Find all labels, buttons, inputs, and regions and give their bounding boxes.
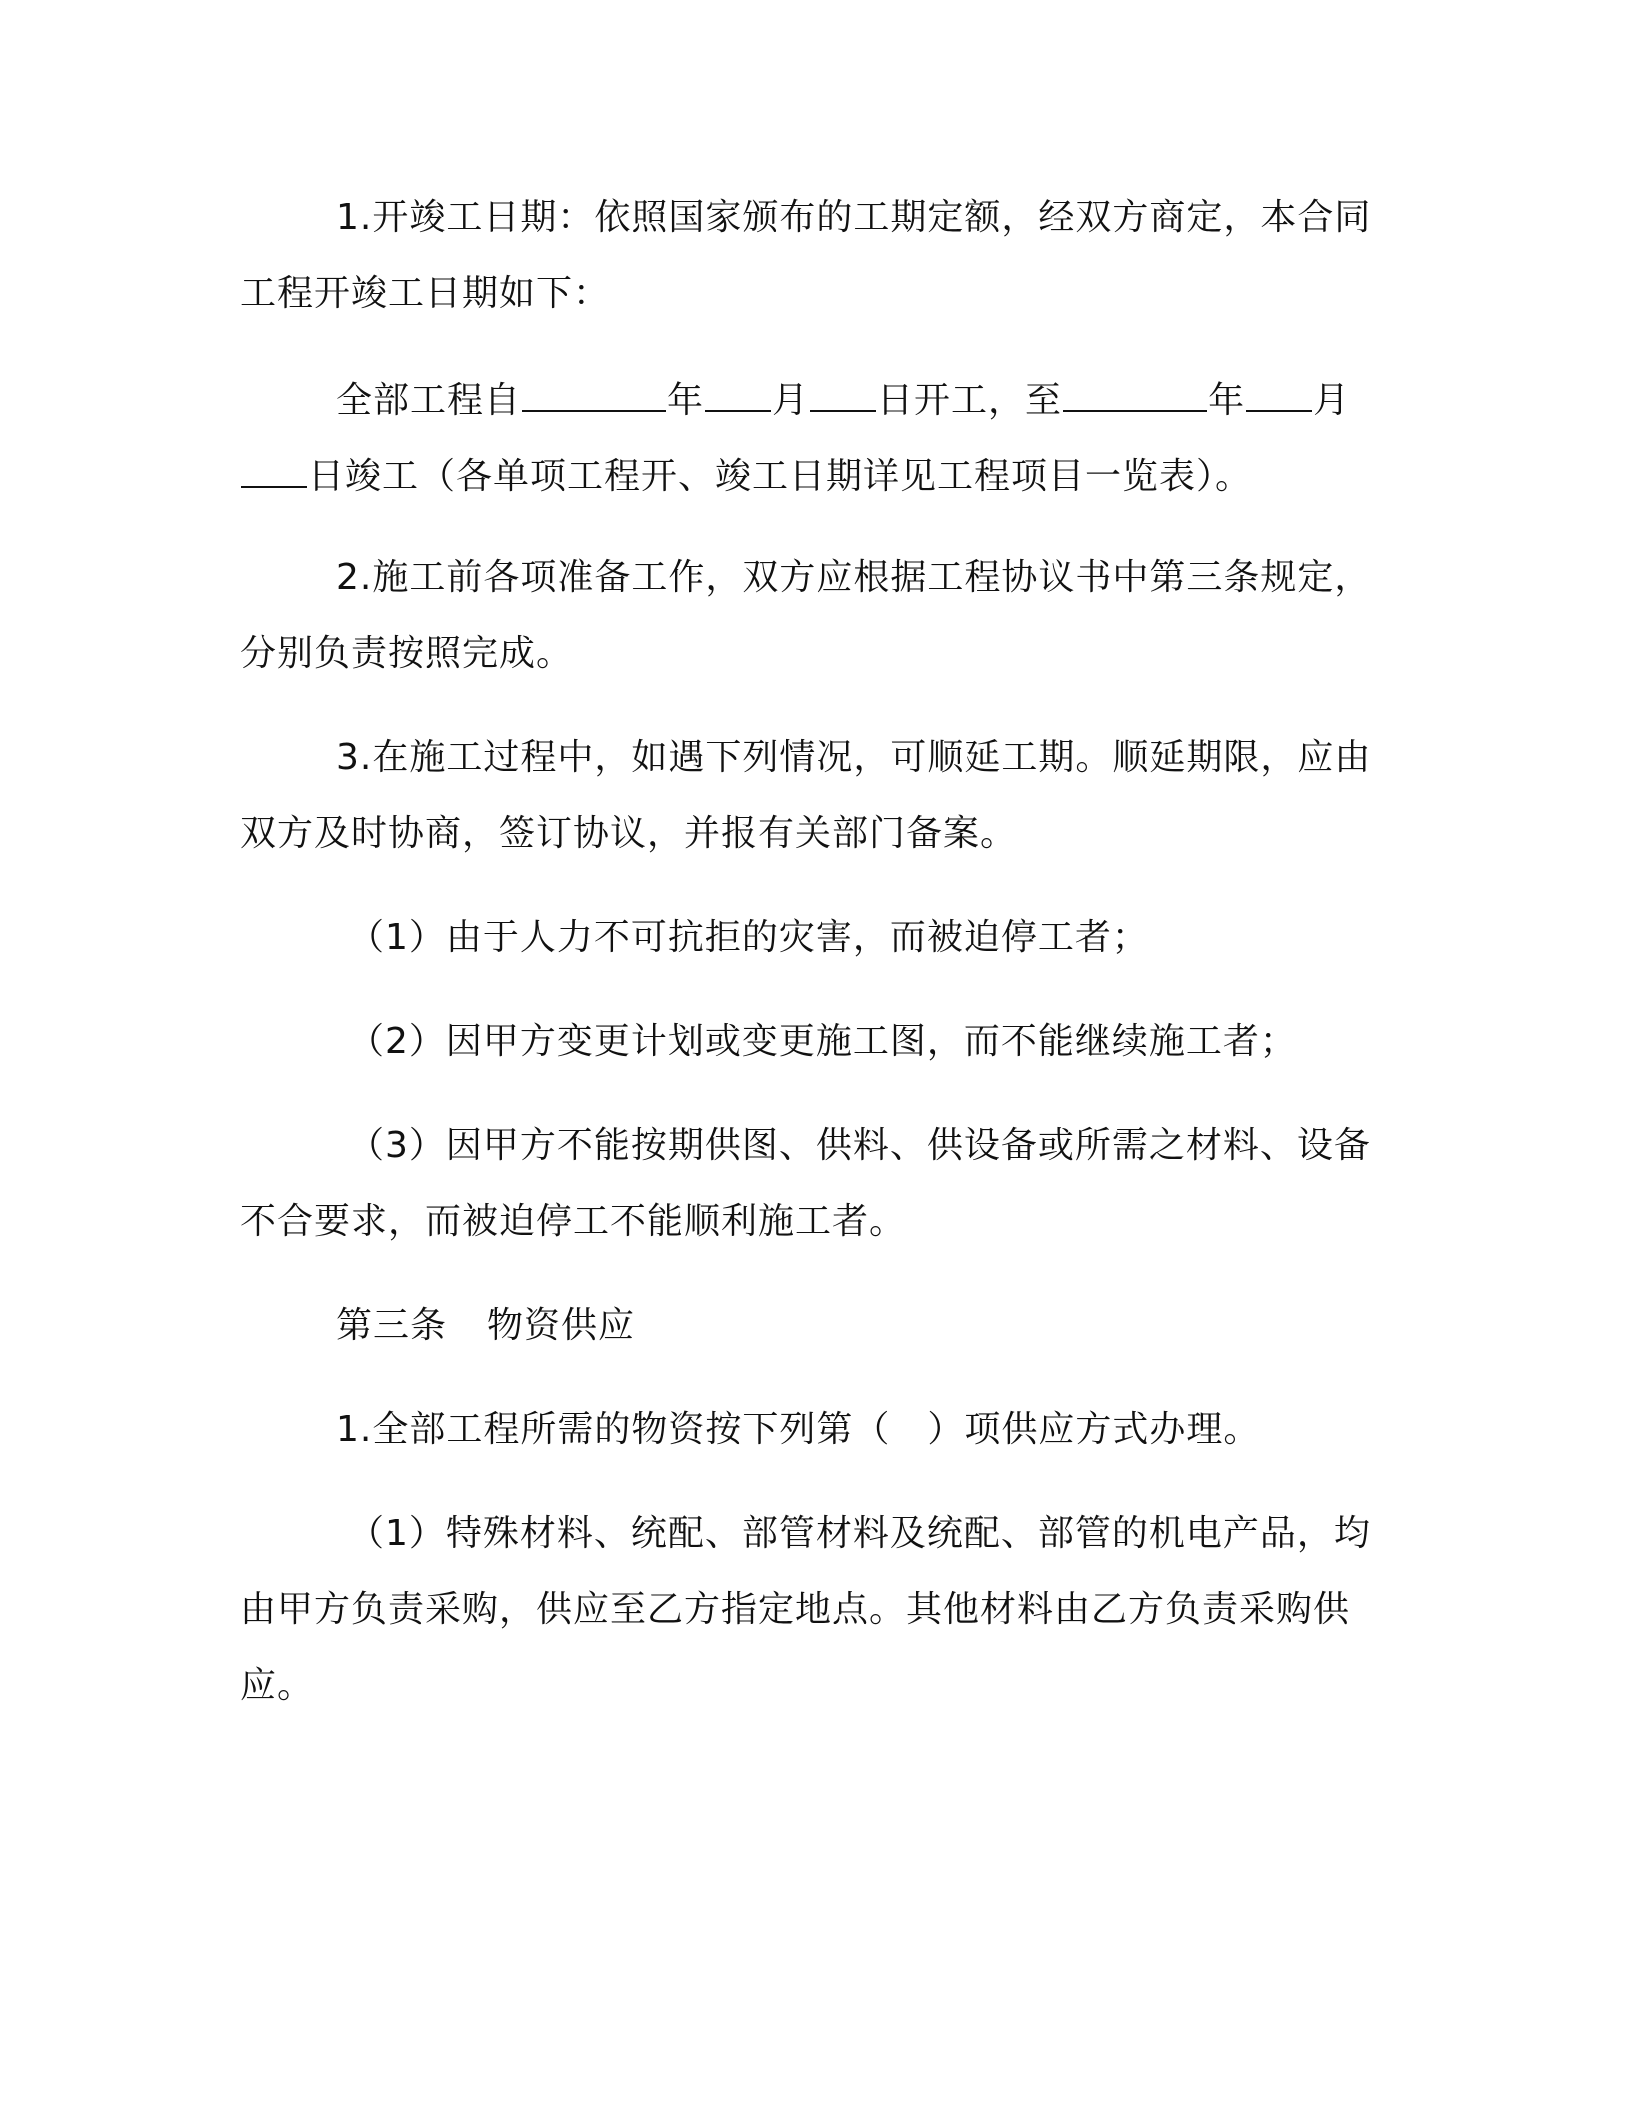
end-day-label: 日竣工（各单项工程开、竣工日期详见工程项目一览表）。 xyxy=(308,456,1253,497)
start-year-blank xyxy=(522,374,666,412)
end-month-blank xyxy=(1246,374,1312,412)
list-item-3-line-1: （3）因甲方不能按期供图、供料、供设备或所需之材料、设备 xyxy=(348,1125,1371,1166)
paragraph-2-line-2 xyxy=(240,450,1252,501)
end-year-label: 年 xyxy=(1208,380,1246,421)
article-title: 物资供应 xyxy=(487,1305,636,1346)
list-item-1: （1）由于人力不可抗拒的灾害，而被迫停工者； xyxy=(348,917,1149,958)
supply-item-1-line-2: 由甲方负责采购，供应至乙方指定地点。其他材料由乙方负责采购供 xyxy=(240,1589,1351,1630)
date-prefix: 全部工程自 xyxy=(336,380,522,421)
supply-clause: 1.全部工程所需的物资按下列第（ ）项供应方式办理。 xyxy=(336,1409,1261,1450)
start-year-label: 年 xyxy=(667,380,705,421)
start-day-label: 日开工，至 xyxy=(877,380,1063,421)
list-item-3-line-2: 不合要求，而被迫停工不能顺利施工者。 xyxy=(240,1201,907,1242)
paragraph-3-line-2: 分别负责按照完成。 xyxy=(240,633,574,674)
end-year-blank xyxy=(1063,374,1207,412)
paragraph-1-line-2: 工程开竣工日期如下： xyxy=(240,273,611,314)
end-day-blank xyxy=(241,450,307,488)
supply-item-1-line-3: 应。 xyxy=(240,1665,315,1706)
start-month-blank xyxy=(705,374,771,412)
end-month-label: 月 xyxy=(1313,380,1351,421)
paragraph-3-line-1: 2.施工前各项准备工作，双方应根据工程协议书中第三条规定， xyxy=(336,557,1372,598)
supply-item-1-line-1: （1）特殊材料、统配、部管材料及统配、部管的机电产品，均 xyxy=(348,1513,1371,1554)
paragraph-4-line-1: 3.在施工过程中，如遇下列情况，可顺延工期。顺延期限，应由 xyxy=(336,737,1372,778)
article-heading xyxy=(336,1302,635,1350)
start-day-blank xyxy=(810,374,876,412)
paragraph-4-line-2: 双方及时协商，签订协议，并报有关部门备案。 xyxy=(240,813,1018,854)
start-month-label: 月 xyxy=(772,380,810,421)
paragraph-1-line-1: 1.开竣工日期：依照国家颁布的工期定额，经双方商定，本合同 xyxy=(336,197,1372,238)
article-number: 第三条 xyxy=(336,1305,448,1346)
list-item-2: （2）因甲方变更计划或变更施工图，而不能继续施工者； xyxy=(348,1021,1297,1062)
paragraph-2-line-1 xyxy=(336,374,1350,425)
